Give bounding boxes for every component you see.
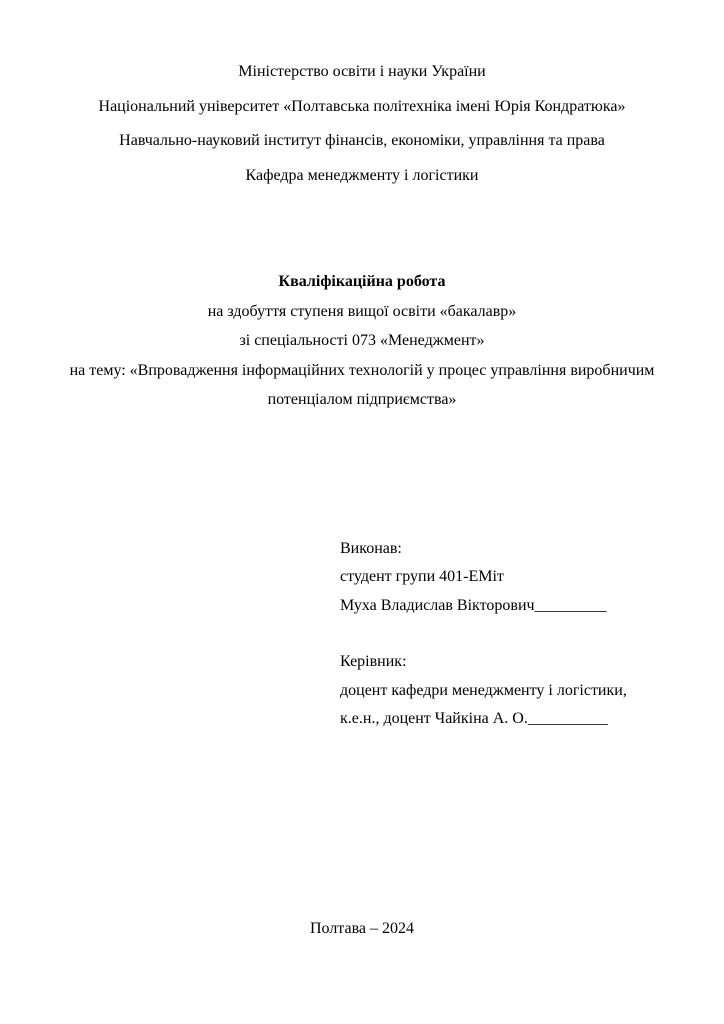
document-footer [62,914,662,943]
work-title: Кваліфікаційна робота [278,273,446,290]
title-block [62,267,662,415]
specialty-line: зі спеціальності 073 «Менеджмент» [239,332,485,349]
document-header [62,55,662,193]
department-line: Кафедра менеджменту і логістики [245,166,479,184]
supervisor-name-line: к.е.н., доцент Чайкіна А. О.__________ [340,710,608,727]
degree-line: на здобуття ступеня вищої освіти «бакалавр» [207,302,517,320]
city-year-line: Полтава – 2024 [309,919,415,937]
executor-label: Виконав: [340,539,402,557]
executor-section [340,535,662,621]
university-line: Національний університет «Полтавська політехніка імені Юрія Кондратюка» [98,97,626,115]
supervisor-label: Керівник: [340,653,407,670]
ministry-line: Міністерство освіти і науки України [238,63,486,80]
executor-name-line: Муха Владислав Вікторович_________ [340,596,607,614]
institute-line: Навчально-науковий інститут фінансів, економіки, управління та права [119,132,605,149]
executor-group-line: студент групи 401-ЕМіт [340,568,504,585]
supervisor-section [340,648,662,734]
supervisor-position-line: доцент кафедри менеджменту і логістики, [340,681,627,699]
author-block [340,535,662,734]
topic-line: на тему: «Впровадження інформаційних технологій у процес управління виробничим потенціалом підприємства» [69,361,655,408]
